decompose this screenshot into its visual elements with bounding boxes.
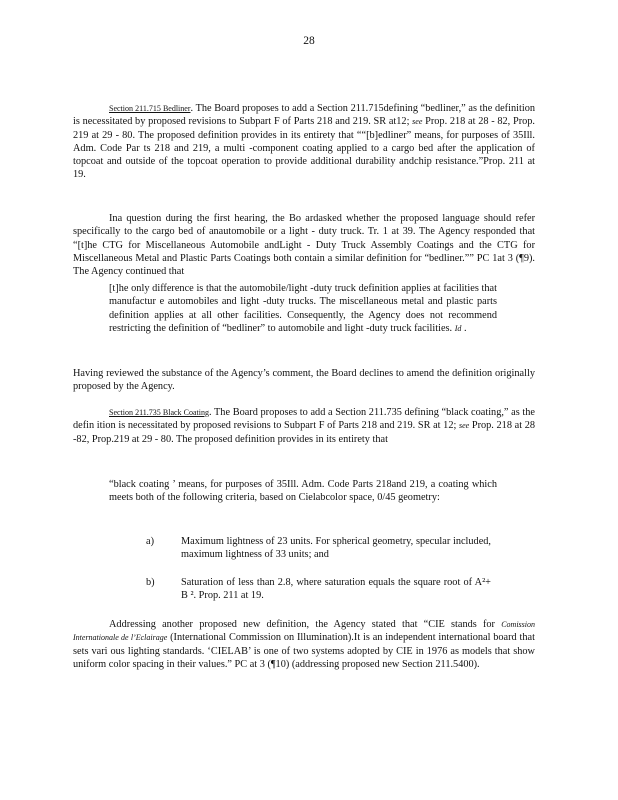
- section-heading-black-coating: Section 211.735 Black Coating: [109, 408, 209, 417]
- list-letter: b): [146, 577, 155, 588]
- list-letter: a): [146, 536, 154, 547]
- section-heading-bedliner: Section 211.715 Bedliner: [109, 104, 191, 113]
- block-quote-black-coating: “black coating ’ means, for purposes of 35Ill. Adm. Code Parts 218and 219, a coating which meets both of the following criteria, based on Cielabcolor space, 0/45 geometry:: [109, 479, 497, 504]
- paragraph-cie: Addressing another proposed new definition, the Agency stated that “CIE stands for Comission Internationale de l’Eclairage (International Commission on Illumination).It is an independent international board that sets vari ous lighting standards. ‘CIELAB’ is one of two systems adopted by CIE in 1976 as models that show uniform color spacing in their values.” PC at 3 (¶10) (addressing proposed new Section 211.5400).: [73, 619, 535, 670]
- paragraph-hearing-question: Ina question during the first hearing, the Bo ardasked whether the proposed language should refer specifically to the cargo bed of anautomobile or a light - duty truck. Tr. 1 at 39. The Agency responded that “[t]he CTG for Miscellaneous Automobile andLight - Duty Truck Assembly Coatings and the CTG for Miscellaneous Metal and Plastic Parts Coatings both contain a similar definition for “bedliner.”” PC 1at 3 (¶9). The Agency continued that: [73, 213, 535, 278]
- paragraph-board-declines: Having reviewed the substance of the Agency’s comment, the Board declines to amend the definition originally proposed by the Agency.: [73, 368, 535, 393]
- list-item: Saturation of less than 2.8, where saturation equals the square root of A²+ B ². Prop. 211 at 19.: [181, 577, 491, 602]
- paragraph-black-coating: Section 211.735 Black Coating. The Board proposes to add a Section 211.735 defining “black coating,” as the defin ition is necessitated by proposed revisions to Subpart F of Parts 218 and 219. SR at 12; see Prop. 218 at 28 -82, Prop.219 at 29 - 80. The proposed definition provides in its entirety that: [73, 407, 535, 445]
- paragraph-bedliner: Section 211.715 Bedliner. The Board proposes to add a Section 211.715defining “bedliner,” as the definition is necessitated by proposed revisions to Subpart F of Parts 218 and 219. SR at12; see Prop. 218 at 28 - 82, Prop. 219 at 29 - 80. The proposed definition provides in its entirety that ““[b]edliner” means, for purposes of 35Ill. Adm. Code Par ts 218 and 219, a multi -component coating applied to a cargo bed after the application of topcoat and outside of the topcoat operation to provide additional durability andchip resistance.”Prop. 211 at 19.: [73, 103, 535, 181]
- block-quote-agency: [t]he only difference is that the automobile/light -duty truck definition applies at facilities that manufactur e automobiles and light -duty trucks. The miscellaneous metal and plastic parts definition applies at all other facilities. Consequently, the Agency does not recommend restricting the definition of “bedliner” to automobile and light -duty truck facilities. Id .: [109, 283, 497, 334]
- page-number: 28: [303, 35, 315, 47]
- list-item: Maximum lightness of 23 units. For spherical geometry, specular included, maximum lightness of 33 units; and: [181, 536, 491, 561]
